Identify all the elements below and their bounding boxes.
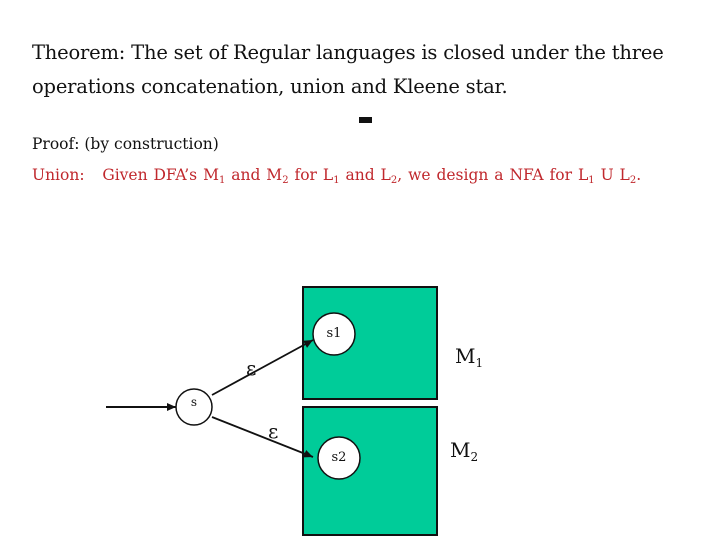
union-sub: 1	[588, 175, 595, 186]
epsilon-label-top: ε	[246, 356, 257, 380]
union-sub: 2	[282, 175, 289, 186]
epsilon-transition-top	[212, 340, 313, 395]
union-text: U L	[594, 166, 630, 184]
state-s2-label: s2	[331, 450, 347, 465]
union-text: and L	[339, 166, 391, 184]
union-sub: 1	[218, 175, 226, 186]
epsilon-transition-bottom	[212, 417, 313, 457]
machine-m1-label	[455, 344, 483, 370]
union-sub: 2	[390, 175, 398, 186]
start-state-label: s	[190, 395, 198, 409]
state-s1-label: s1	[326, 326, 342, 341]
theorem-statement: Theorem: The set of Regular languages is closed under the three operations concatenation, union and Kleene star.	[32, 41, 664, 98]
machine-m2-label-sub: 2	[470, 450, 479, 464]
union-sub: 1	[333, 175, 340, 186]
proof-heading: Proof: (by construction)	[32, 135, 219, 153]
union-label: Union:	[32, 166, 85, 184]
union-text: and M	[225, 166, 283, 184]
machine-m2-label-base: M	[450, 438, 471, 462]
union-text: , we design a NFA for L	[397, 166, 589, 184]
machine-m2-label	[450, 438, 478, 464]
machine-m1-label-base: M	[455, 344, 476, 368]
union-sub: 2	[629, 175, 637, 186]
epsilon-label-bottom: ε	[268, 419, 279, 443]
union-text: .	[636, 166, 642, 184]
union-text: Given DFA’s M	[102, 166, 219, 184]
union-text: for L	[288, 166, 334, 184]
machine-m1-label-sub: 1	[475, 356, 484, 370]
